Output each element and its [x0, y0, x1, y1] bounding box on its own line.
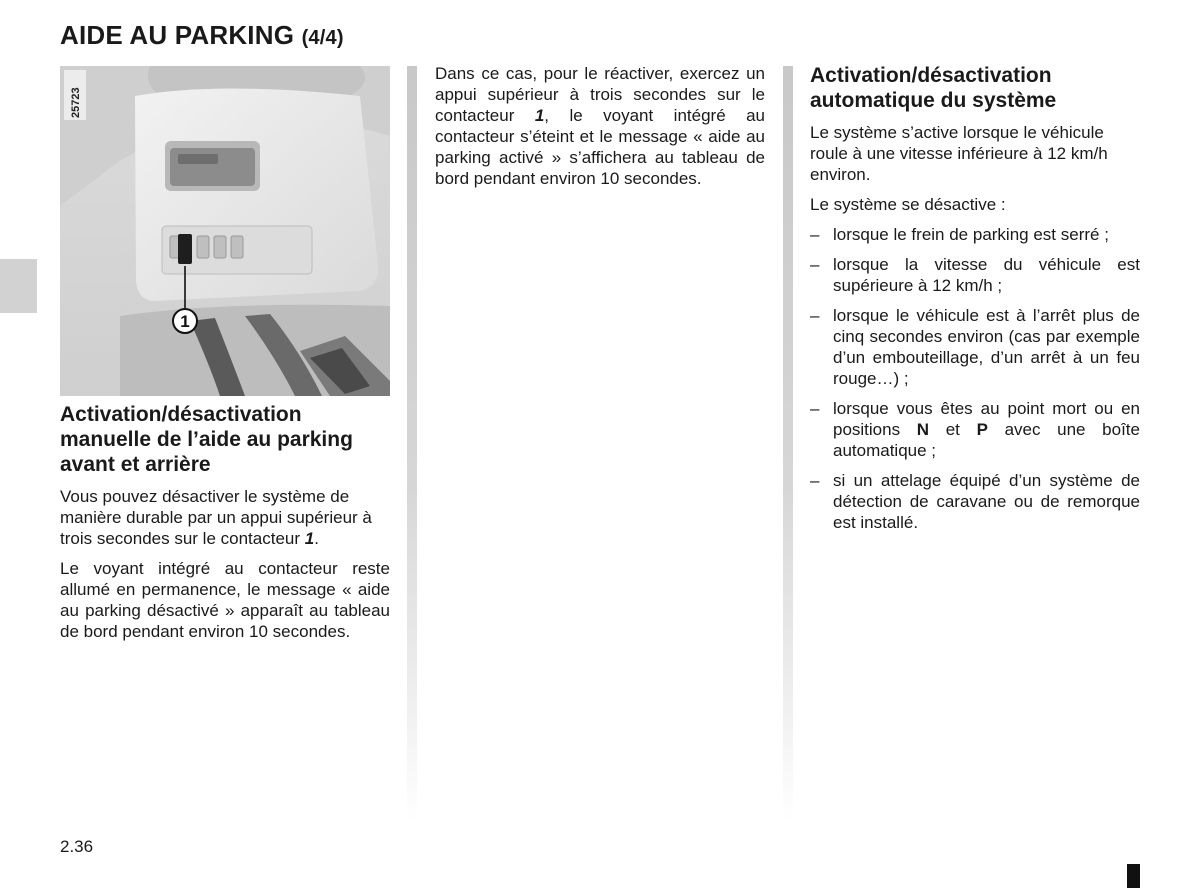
dashboard-illustration — [60, 66, 390, 396]
switch-reference: 1 — [304, 529, 315, 548]
list-item: – si un attelage équipé d’un système de détection de caravane ou de remorque est installé. — [810, 470, 1140, 533]
manual-activation-heading: Activation/désactivation manuelle de l’aide au parking avant et arrière — [60, 403, 353, 476]
reactivation-paragraph — [435, 63, 765, 189]
reactivation-text-end: , le voyant intégré au contacteur s’éteint et le message « aide au parking activé » s’affichera au tableau de bord pendant environ 10 secondes. — [435, 106, 765, 188]
gear-p: P — [976, 420, 988, 439]
dashboard-photo — [60, 66, 390, 396]
list-item — [810, 398, 1140, 461]
page-title — [60, 20, 344, 51]
manual-paragraph-1 — [60, 486, 390, 549]
reactivation-text: Dans ce cas, pour le réactiver, exercez un appui supérieur à trois secondes sur le contacteur — [435, 64, 765, 125]
list-item: – lorsque la vitesse du véhicule est supérieure à 12 km/h ; — [810, 254, 1140, 296]
list-item-text: avec une boîte automatique ; — [833, 420, 1140, 460]
callout-number: 1 — [180, 312, 190, 331]
column-divider-right — [783, 66, 793, 821]
manual-paragraph-1-end: . — [314, 529, 319, 548]
automatic-paragraph-2: Le système se désactive : — [810, 195, 1006, 214]
column-divider-left — [407, 66, 417, 821]
page-number: 2.36 — [60, 837, 94, 856]
list-item: – lorsque le frein de parking est serré ; — [810, 224, 1140, 245]
list-item-text: et — [929, 420, 977, 439]
deactivation-conditions-list — [810, 224, 1140, 533]
automatic-paragraph-1: Le système s’active lorsque le véhicule roule à une vitesse inférieure à 12 km/h environ. — [810, 123, 1108, 184]
manual-paragraph-2: Le voyant intégré au contacteur reste allumé en permanence, le message « aide au parking désactivé » apparaît au tableau de bord pendant environ 10 secondes. — [60, 559, 390, 641]
automatic-activation-heading: Activation/désactivation automatique du système — [810, 64, 1057, 112]
column-middle — [435, 63, 765, 198]
manual-paragraph-1-text: Vous pouvez désactiver le système de manière durable par un appui supérieur à trois secondes sur le contacteur — [60, 487, 372, 548]
figure-ref-number: 25723 — [70, 87, 82, 118]
title-text: AIDE AU PARKING — [60, 20, 295, 50]
column-right — [810, 63, 1140, 542]
list-item-text: lorsque vous êtes au point mort ou en positions — [833, 399, 1140, 439]
switch-reference: 1 — [534, 106, 545, 125]
corner-mark — [1127, 864, 1140, 888]
section-tab — [0, 259, 37, 313]
gear-n: N — [916, 420, 930, 439]
column-left — [60, 402, 390, 651]
title-part: (4/4) — [301, 27, 344, 49]
list-item: – lorsque le véhicule est à l’arrêt plus de cinq secondes environ (cas par exemple d’un embouteillage, d’un arrêt à un feu rouge…) ; — [810, 305, 1140, 389]
